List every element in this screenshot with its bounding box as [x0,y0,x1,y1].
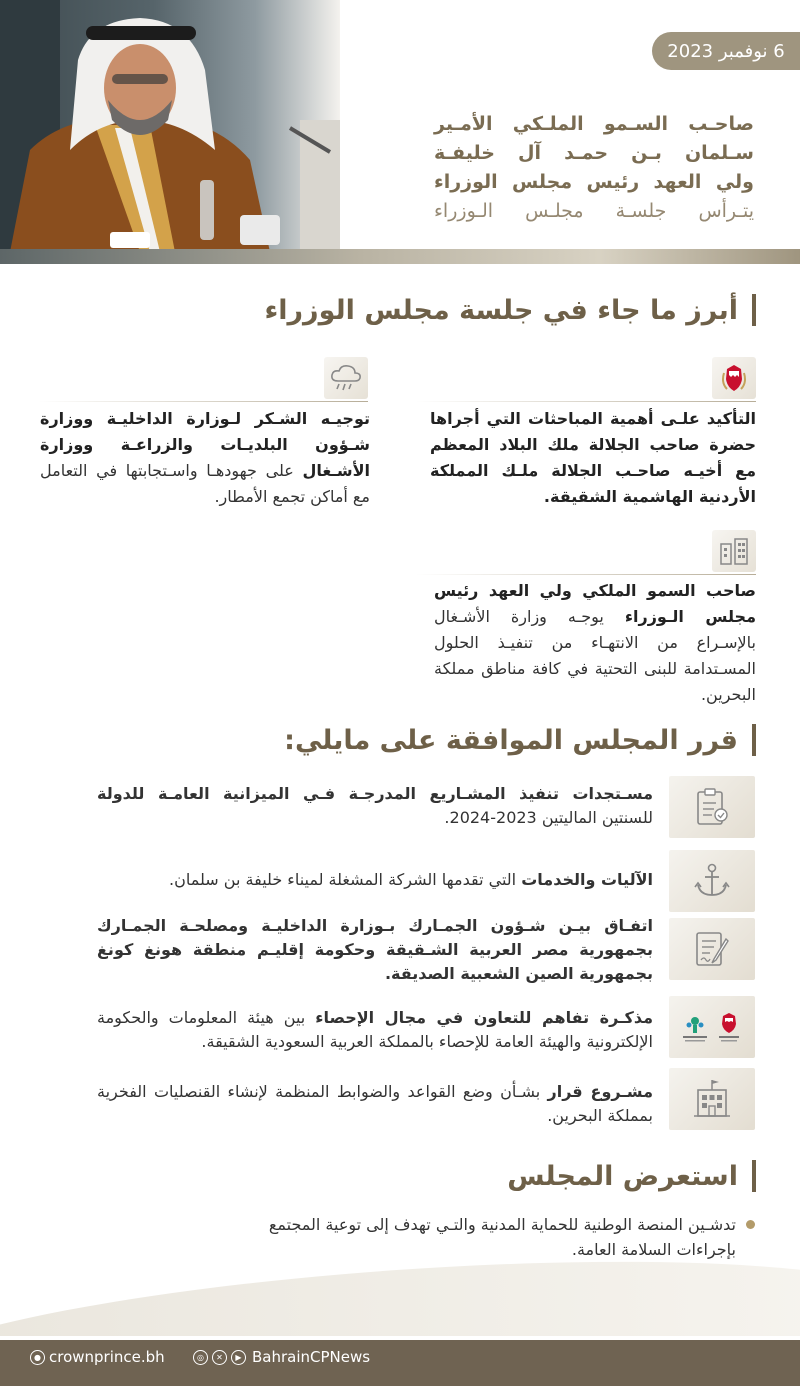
reviewed-item [225,1212,755,1262]
highlight-item-talks [430,406,756,510]
rain-cloud-icon [324,357,368,399]
highlight-thanks-normal: على جهودهـا واسـتجابتها في التعامل مع أماكن تجمع الأمطار. [40,461,370,506]
portrait-illustration [0,0,340,252]
approval-statistics-bold: مذكـرة تفاهم للتعاون في مجال الإحصاء [315,1008,653,1027]
date-badge: 6 نوفمبر 2023 [652,32,800,70]
divider-third [416,574,756,575]
header-title-block [434,110,754,226]
buildings-icon [712,530,756,572]
section-highlights-title-text: أبرز ما جاء في جلسة مجلس الوزراء [264,294,738,326]
title-bar [752,724,756,756]
header-line-2: سـلمان بـن حمـد آل خليفـة [434,142,754,164]
highlight-thanks-bold: توجيـه الشـكر لـوزارة الداخليـة ووزارة شـؤون البلديـات والزراعـة ووزارة الأشـغال [40,409,370,480]
footer-social[interactable] [193,1348,370,1366]
x-icon: ✕ [212,1350,227,1365]
header [0,0,800,252]
header-subline: يتـرأس جلسـة مجلـس الـوزراء [434,200,754,222]
approval-item-customs [97,914,653,986]
bahrain-emblem-icon [712,357,756,399]
approval-port-bold: الآليات والخدمات [521,870,653,889]
header-line-3: ولي العهد رئيس مجلس الوزراء [434,171,754,193]
section-approvals-title-text: قرر المجلس الموافقة على مايلي: [284,724,738,756]
section-approvals-title [284,724,756,756]
approval-customs-bold: اتفـاق بيـن شـؤون الجمـارك بـوزارة الداخليـة ومصلحـة الجمـارك بجمهورية مصر العربية الشـقيقة وحكومة إقليـم منطقة هونغ كونغ بجمهورية الصين الشعبية الصديقة. [97,916,653,983]
divider-left [38,401,368,402]
highlight-infrastructure-normal: يوجـه وزارة الأشـغال بالإسـراع من الانتهـاء من تنفيـذ الحلول المسـتدامة للبنى التحتية في كافة مناطق مملكة البحرين. [434,607,756,704]
divider-right [416,401,756,402]
youtube-icon: ▶ [231,1350,246,1365]
approval-budget-bold: مسـتجدات تنفيذ المشـاريع المدرجـة فـي الميزانية العامـة للدولة [97,784,653,803]
footer-website-text: crownprince.bh [49,1348,165,1366]
approval-budget-normal: للسنتين الماليتين 2023-2024. [444,808,653,827]
globe-icon: ● [30,1350,45,1365]
title-bar [752,294,756,326]
approval-item-consulates [97,1080,653,1128]
consulate-building-icon [669,1068,755,1130]
approval-consulates-bold: مشـروع قرار [547,1082,653,1101]
bullet-dot-icon [746,1220,755,1229]
approval-item-statistics [97,1006,653,1054]
approval-consulates-normal: بشـأن وضع القواعد والضوابط المنظمة لإنشاء القنصليات الفخرية بمملكة البحرين. [97,1082,653,1125]
crown-prince-photo [0,0,340,252]
highlight-talks-text: التأكيد علـى أهمية المباحثات التي أجراها حضرة صاحب الجلالة ملك البلاد المعظم مع أخيـه صاحـب الجلالة ملـك المملكة الأردنية الهاشمية الشقيقة. [430,409,756,506]
instagram-icon: ◎ [193,1350,208,1365]
partner-logos-icon [669,996,755,1058]
section-reviewed-title-text: استعرض المجلس [507,1160,738,1192]
highlight-infrastructure-bold: صاحب السمو الملكي ولي العهد رئيس مجلس الـوزراء [434,581,756,626]
header-divider-band [0,249,800,264]
highlight-item-infrastructure [434,578,756,708]
checklist-icon [669,776,755,838]
section-reviewed-title [507,1160,756,1192]
anchor-icon [669,850,755,912]
section-highlights-title [264,294,756,326]
header-line-1: صاحـب السـمو الملـكي الأمـير [434,113,754,135]
contract-icon [669,918,755,980]
footer-social-text: BahrainCPNews [252,1348,371,1366]
approval-item-port [97,868,653,892]
approval-statistics-normal: بين هيئة المعلومات والحكومة الإلكترونية والهيئة العامة للإحصاء بالمملكة العربية السعودية الشقيقة. [97,1008,653,1051]
approval-item-budget [97,782,653,830]
footer-website[interactable] [30,1348,165,1366]
highlight-item-thanks [40,406,370,510]
approval-port-normal: التي تقدمها الشركة المشغلة لميناء خليفة بن سلمان. [169,870,522,889]
reviewed-item-text: تدشـين المنصة الوطنية للحماية المدنية والتـي تهدف إلى توعية المجتمع بإجراءات السلامة العامة. [268,1215,736,1259]
title-bar [752,1160,756,1192]
